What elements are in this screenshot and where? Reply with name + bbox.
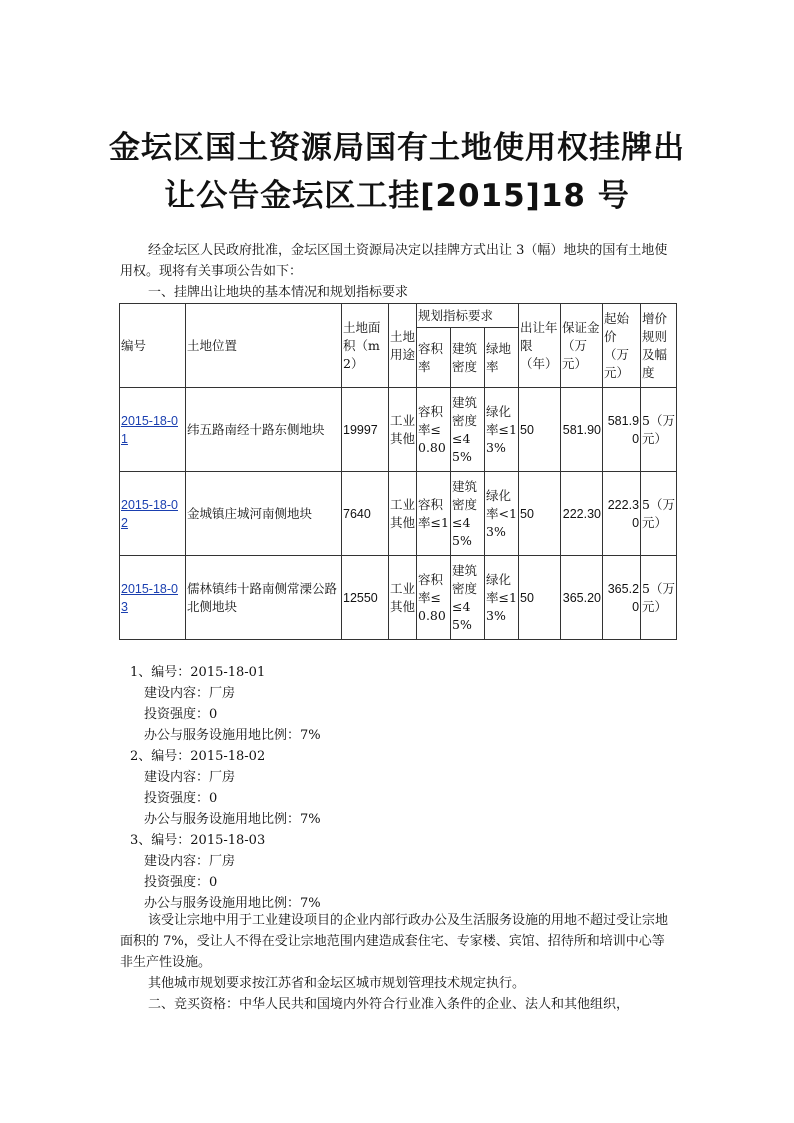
parcel-use: 工业其他 [389, 472, 417, 556]
intro-paragraph: 经金坛区人民政府批准，金坛区国土资源局决定以挂牌方式出让 3（幅）地块的国有土地使用权。现将有关事项公告如下： [120, 243, 668, 279]
detail-heading: 2、编号：2015-18-02 [130, 749, 266, 764]
parcel-term: 50 [519, 556, 561, 640]
parcel-deposit: 365.20 [561, 556, 603, 640]
detail-intensity: 投资强度：0 [144, 707, 218, 722]
document-title-line2: 让公告金坛区工挂[2015]18 号 [164, 178, 630, 214]
parcel-location: 金城镇庄城河南侧地块 [186, 472, 342, 556]
detail-ratio: 办公与服务设施用地比例：7% [144, 812, 321, 827]
parcel-increment: 5（万元） [641, 556, 677, 640]
parcel-far: 容积率≤0.80 [417, 556, 451, 640]
parcel-id-link[interactable]: 2015-18-01 [121, 413, 178, 446]
parcel-area: 19997 [342, 388, 389, 472]
parcel-density: 建筑密度≤45% [451, 388, 485, 472]
parcel-increment: 5（万元） [641, 388, 677, 472]
header-planning: 规划指标要求 [417, 304, 519, 328]
table-row [120, 472, 677, 556]
parcel-area: 7640 [342, 472, 389, 556]
detail-content: 建设内容：厂房 [144, 770, 236, 785]
detail-ratio: 办公与服务设施用地比例：7% [144, 728, 321, 743]
header-start-price: 起始价（万元） [603, 304, 641, 388]
parcel-deposit: 222.30 [561, 472, 603, 556]
parcel-increment: 5（万元） [641, 472, 677, 556]
parcel-start-price: 365.20 [603, 556, 641, 640]
header-far: 容积率 [417, 328, 451, 388]
parcel-location: 纬五路南经十路东侧地块 [186, 388, 342, 472]
header-green: 绿地率 [485, 328, 519, 388]
parcel-far: 容积率≤0.80 [417, 388, 451, 472]
header-term: 出让年限（年） [519, 304, 561, 388]
header-increment: 增价规则及幅度 [641, 304, 677, 388]
parcel-deposit: 581.90 [561, 388, 603, 472]
section2-paragraph: 二、竞买资格：中华人民共和国境内外符合行业准入条件的企业、法人和其他组织， [148, 997, 630, 1012]
other-requirements-paragraph: 其他城市规划要求按江苏省和金坛区城市规划管理技术规定执行。 [148, 976, 526, 991]
detail-intensity: 投资强度：0 [144, 791, 218, 806]
header-area: 土地面积（m2） [342, 304, 389, 388]
header-id: 编号 [120, 304, 186, 388]
parcel-green: 绿化率<13% [485, 472, 519, 556]
parcel-use: 工业其他 [389, 388, 417, 472]
table-row [120, 388, 677, 472]
parcel-id-link[interactable]: 2015-18-03 [121, 581, 178, 614]
parcel-density: 建筑密度≤45% [451, 472, 485, 556]
land-use-limit-paragraph: 该受让宗地中用于工业建设项目的企业内部行政办公及生活服务设施的用地不超过受让宗地面积的 7%，受让人不得在受让宗地范围内建造成套住宅、专家楼、宾馆、招待所和培训中心等非生产性设施。 [120, 913, 669, 970]
parcel-far: 容积率≤1 [417, 472, 451, 556]
parcel-use: 工业其他 [389, 556, 417, 640]
parcel-density: 建筑密度≤45% [451, 556, 485, 640]
header-deposit: 保证金（万元） [561, 304, 603, 388]
parcel-start-price: 222.30 [603, 472, 641, 556]
land-parcel-table [119, 303, 677, 640]
header-location: 土地位置 [186, 304, 342, 388]
parcel-green: 绿化率≤13% [485, 388, 519, 472]
parcel-start-price: 581.90 [603, 388, 641, 472]
detail-content: 建设内容：厂房 [144, 854, 236, 869]
document-title-line1: 金坛区国土资源局国有土地使用权挂牌出 [109, 130, 685, 166]
table-row [120, 556, 677, 640]
parcel-location: 儒林镇纬十路南侧常溧公路北侧地块 [186, 556, 342, 640]
header-density: 建筑密度 [451, 328, 485, 388]
parcel-term: 50 [519, 472, 561, 556]
detail-ratio: 办公与服务设施用地比例：7% [144, 896, 321, 911]
header-use: 土地用途 [389, 304, 417, 388]
parcel-area: 12550 [342, 556, 389, 640]
section1-heading: 一、挂牌出让地块的基本情况和规划指标要求 [148, 285, 409, 300]
detail-heading: 3、编号：2015-18-03 [130, 833, 266, 848]
parcel-id-link[interactable]: 2015-18-02 [121, 497, 178, 530]
parcel-term: 50 [519, 388, 561, 472]
detail-heading: 1、编号：2015-18-01 [130, 665, 266, 680]
detail-intensity: 投资强度：0 [144, 875, 218, 890]
parcel-green: 绿化率≤13% [485, 556, 519, 640]
detail-content: 建设内容：厂房 [144, 686, 236, 701]
parcel-details-list [130, 662, 321, 914]
